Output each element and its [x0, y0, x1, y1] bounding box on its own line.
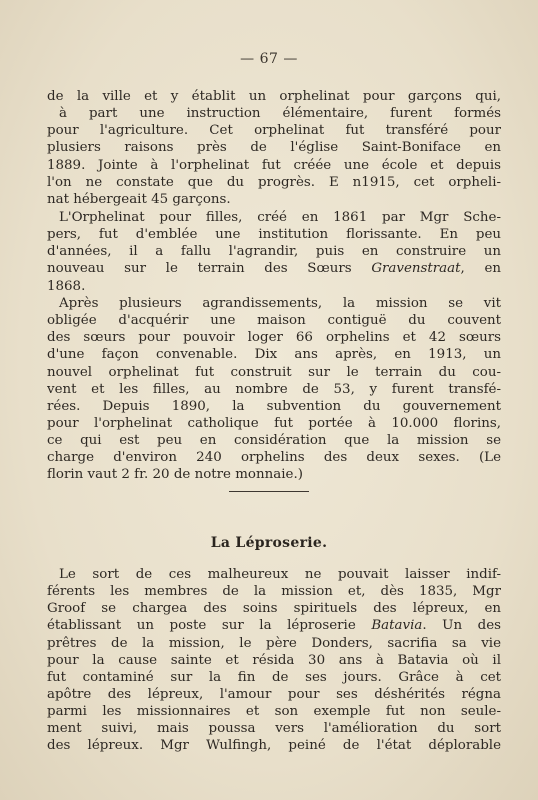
text-line: pour l'orphelinat catholique fut portée à 10.000 florins, [47, 415, 501, 431]
text-line: 1889. Jointe à l'orphelinat fut créée une école et depuis [47, 157, 501, 173]
text-line: Après plusieurs agrandissements, la mission se vit [59, 296, 501, 311]
text-line: pour la cause sainte et résida 30 ans à Batavia où il [47, 652, 501, 668]
text-segment: , en [460, 261, 501, 277]
text-segment: établissant un poste sur la léproserie [47, 618, 372, 634]
text-line [47, 617, 501, 634]
text-line: d'une façon convenable. Dix ans après, en 1913, un [47, 347, 501, 363]
text-line: l'on ne constate que du progrès. E n1915, cet orpheli- [47, 174, 501, 190]
text-line: pers, fut d'emblée une institution florissante. En peu [47, 227, 501, 243]
text-line: d'années, il a fallu l'agrandir, puis en construire un [47, 244, 501, 260]
text-line: des sœurs pour pouvoir loger 66 orphelins et 42 sœurs [47, 330, 501, 346]
text-line: pour l'agriculture. Cet orphelinat fut transféré pour [47, 123, 501, 139]
paragraph-mission-expansion [47, 295, 501, 484]
text-line: L'Orphelinat pour filles, créé en 1861 par Mgr Sche- [59, 210, 501, 225]
text-line: 1868. [47, 278, 86, 294]
text-line: fut contaminé sur la fin de ses jours. Grâce à cet [47, 669, 501, 685]
text-line: à part une instruction élémentaire, furent formés [59, 106, 501, 122]
text-segment: nouveau sur le terrain des Sœurs [47, 261, 372, 277]
text-line: parmi les missionnaires et son exemple fut non seule- [47, 704, 501, 720]
text-line: férents les membres de la mission et, dès 1835, Mgr [47, 584, 501, 600]
text-line: plusiers raisons près de l'église Saint-Boniface en [47, 140, 501, 156]
text-line: obligée d'acquérir une maison contiguë du couvent [47, 313, 501, 329]
page-number: — 67 — [240, 51, 298, 67]
text-line: nouvel orphelinat fut construit sur le terrain du cou- [47, 364, 501, 380]
text-line: Le sort de ces malheureux ne pouvait laisser indif- [59, 567, 501, 582]
section-divider [229, 491, 309, 492]
text-line: rées. Depuis 1890, la subvention du gouvernement [47, 398, 501, 414]
text-line: des lépreux. Mgr Wulfingh, peiné de l'état déplorable [47, 738, 501, 754]
text-line: nat hébergeait 45 garçons. [47, 191, 231, 207]
text-line: ment suivi, mais poussa vers l'amélioration du sort [47, 721, 501, 737]
text-line: Groof se chargea des soins spirituels des lépreux, en [47, 601, 501, 617]
text-line: vent et les filles, au nombre de 53, y furent transfé- [47, 381, 501, 397]
text-segment: . Un des [422, 618, 501, 634]
text-line [47, 260, 501, 277]
text-line: de la ville et y établit un orphelinat pour garçons qui, [47, 89, 501, 104]
text-line: prêtres de la mission, le père Donders, sacrifia sa vie [47, 635, 501, 651]
paragraph-orphanage-boys [47, 88, 501, 208]
text-line: apôtre des lépreux, l'amour pour ses déshérités régna [47, 686, 501, 702]
paragraph-orphanage-girls [47, 209, 501, 295]
text-line: ce qui est peu en considération que la mission se [47, 433, 501, 449]
text-line: florin vaut 2 fr. 20 de notre monnaie.) [47, 467, 303, 483]
street-name-gravenstraat: Gravenstraat [371, 261, 461, 277]
paragraph-leprosarium [47, 566, 501, 755]
text-line: charge d'environ 240 orphelins des deux sexes. (Le [47, 450, 501, 466]
section-title: La Léproserie. [210, 535, 328, 551]
place-name-batavia: Batavia [371, 618, 423, 634]
